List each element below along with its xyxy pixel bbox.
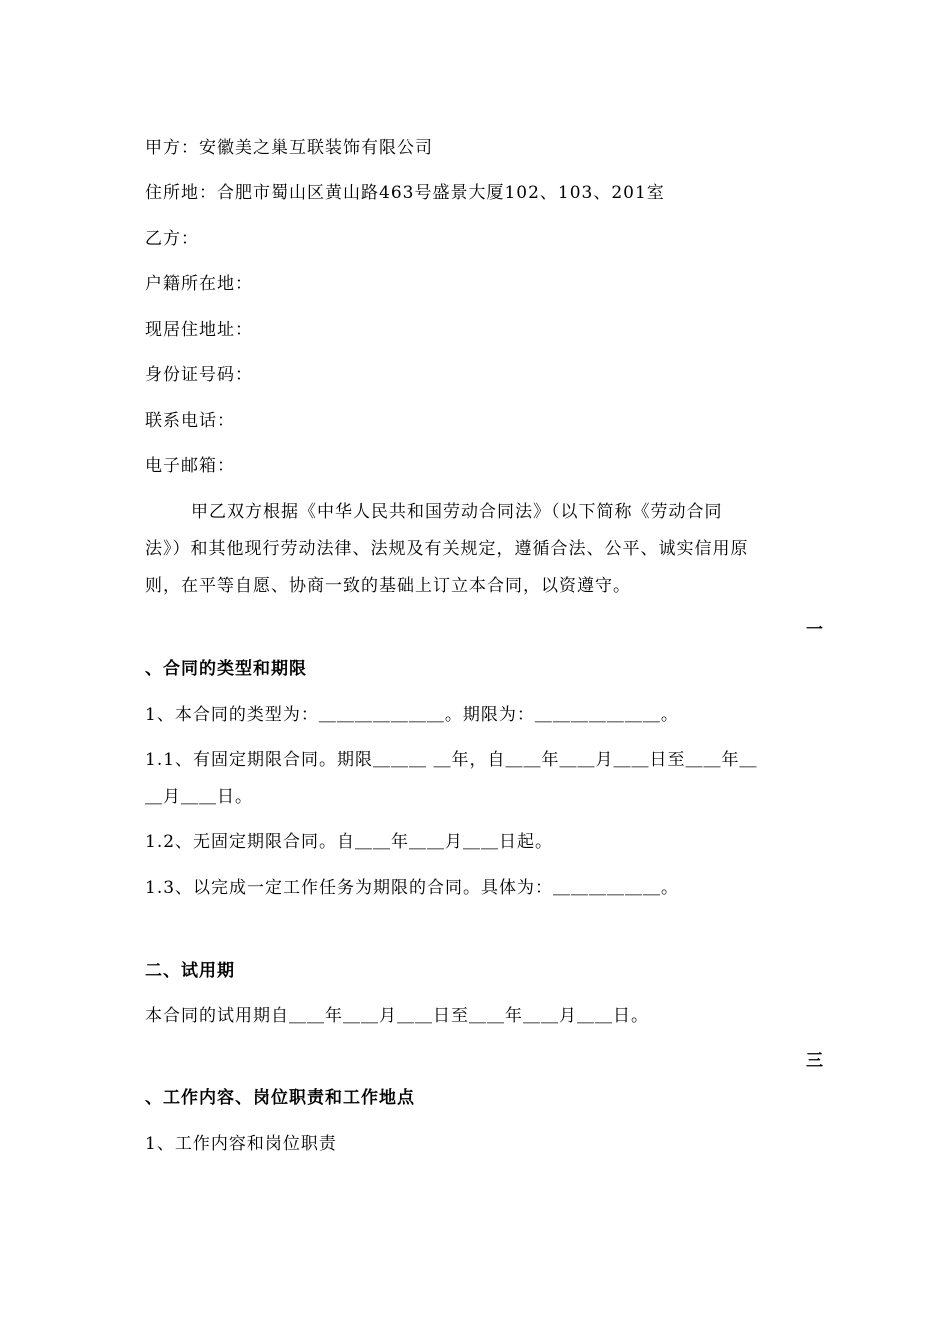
preamble-line-2: 法》）和其他现行劳动法律、法规及有关规定，遵循合法、公平、诚实信用原 (145, 539, 749, 559)
party-b-phone: 联系电话： (145, 411, 235, 431)
section-3-number: 三 (806, 1051, 823, 1071)
section-1-item-1-1-line-2: ＿月＿＿日。 (145, 787, 253, 807)
party-b-current-address: 现居住地址： (145, 320, 253, 340)
section-2-title: 二、试用期 (145, 961, 235, 981)
section-2-body: 本合同的试用期自＿＿年＿＿月＿＿日至＿＿年＿＿月＿＿日。 (145, 1006, 649, 1026)
section-1-item-1: 1、本合同的类型为：＿＿＿＿＿＿＿。期限为：＿＿＿＿＿＿＿。 (145, 705, 679, 725)
preamble-line-1: 甲乙双方根据《中华人民共和国劳动合同法》（以下简称《劳动合同 (191, 502, 723, 522)
party-b-household-registration: 户籍所在地： (145, 274, 253, 294)
preamble-line-3: 则，在平等自愿、协商一致的基础上订立本合同，以资遵守。 (145, 576, 631, 596)
section-3-title: 、工作内容、岗位职责和工作地点 (145, 1088, 415, 1108)
section-1-item-1-1-line-1: 1.1、有固定期限合同。期限＿＿＿ ＿年，自＿＿年＿＿月＿＿日至＿＿年＿ (145, 750, 758, 770)
section-1-title: 、合同的类型和期限 (145, 659, 307, 679)
party-a-name: 甲方：安徽美之巢互联装饰有限公司 (145, 138, 433, 158)
section-3-item-1: 1、工作内容和岗位职责 (145, 1134, 337, 1154)
section-1-number: 一 (806, 620, 823, 640)
party-b-email: 电子邮箱： (145, 456, 235, 476)
party-b-id-number: 身份证号码： (145, 365, 253, 385)
section-1-item-1-3: 1.3、以完成一定工作任务为期限的合同。具体为：＿＿＿＿＿＿。 (145, 878, 680, 898)
section-1-item-1-2: 1.2、无固定期限合同。自＿＿年＿＿月＿＿日起。 (145, 832, 554, 852)
party-b-title: 乙方： (145, 229, 199, 249)
party-a-address: 住所地：合肥市蜀山区黄山路463号盛景大厦102、103、201室 (145, 183, 665, 203)
